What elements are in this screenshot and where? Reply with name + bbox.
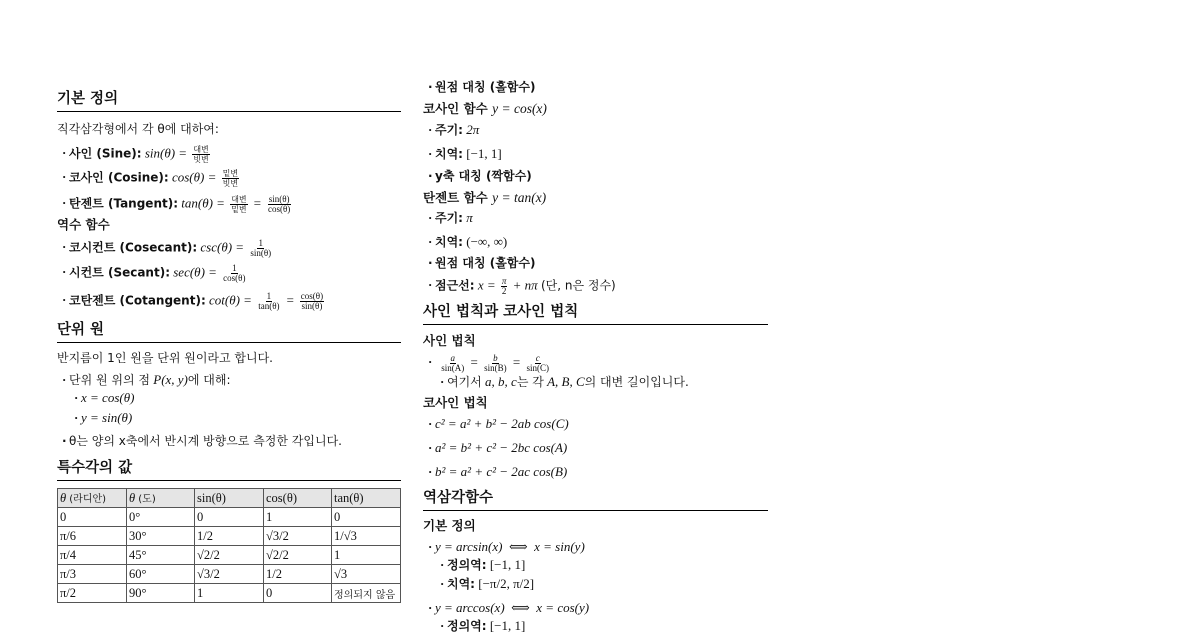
arcsin-range	[440, 576, 534, 592]
cosine-label: 코사인 (Cosine):	[69, 170, 169, 185]
unit-circle-x	[74, 390, 134, 406]
table-cell: √3/2	[264, 527, 332, 546]
tangent-symmetry	[428, 255, 535, 271]
fraction-numerator: c	[535, 353, 540, 363]
tangent-ratio-fraction	[267, 195, 291, 214]
arccos-formula: y = arccos(x) ⟺ x = cos(y)	[435, 600, 590, 615]
sine-law-fraction-a	[440, 354, 465, 373]
cosine-symmetry-text: y축 대칭 (짝함수)	[435, 169, 532, 183]
reciprocal-heading: 역수 함수	[57, 217, 110, 232]
column-header: cos(θ)	[264, 489, 332, 508]
period-value: π	[466, 210, 473, 225]
unit-circle-y	[74, 410, 132, 426]
bullet: ·	[428, 539, 433, 554]
bullet: ·	[62, 145, 67, 161]
sine-symmetry	[428, 79, 535, 95]
arcsin-domain	[440, 557, 525, 573]
bullet: ·	[440, 618, 445, 633]
domain-label: 정의역:	[447, 619, 487, 633]
fraction-numerator: 대변	[193, 145, 209, 154]
fraction-numerator: sin(θ)	[268, 194, 290, 204]
table-cell: 0	[264, 584, 332, 603]
cosine-function-heading	[423, 101, 547, 117]
table-cell: √3	[332, 565, 401, 584]
bullet: ·	[440, 576, 445, 591]
table-cell: 0	[332, 508, 401, 527]
fraction-numerator: π	[501, 276, 507, 286]
table-cell: π/2	[58, 584, 127, 603]
fraction-denominator: 밑변	[231, 205, 247, 214]
note-prefix: 여기서	[447, 375, 482, 389]
cosine-law-formula: a² = b² + c² − 2bc cos(A)	[435, 440, 568, 455]
bullet: ·	[62, 169, 67, 185]
bullet: ·	[62, 372, 67, 387]
cosine-law-formula: c² = a² + b² − 2ab cos(C)	[435, 416, 569, 431]
table-cell: 0	[195, 508, 264, 527]
cosine-formula: cos(θ) =	[171, 169, 217, 185]
fraction-denominator: sin(θ)	[301, 301, 323, 311]
fraction-denominator: cos(θ)	[267, 204, 291, 214]
fraction-numerator: 1	[258, 238, 263, 248]
sine-formula: sin(θ) =	[144, 145, 188, 161]
fraction-denominator: sin(A)	[441, 363, 465, 373]
fraction-denominator: sin(θ)	[250, 248, 272, 258]
cotangent-formula: cot(θ) =	[209, 292, 252, 308]
secant-fraction	[222, 264, 246, 283]
period-label: 주기:	[435, 123, 463, 137]
table-cell: π/6	[58, 527, 127, 546]
tangent-period	[428, 210, 473, 226]
table-cell: 60°	[127, 565, 195, 584]
domain-value: [−1, 1]	[489, 557, 526, 572]
bullet: ·	[428, 600, 433, 615]
cotangent-ratio-fraction	[300, 292, 324, 311]
table-row	[58, 584, 401, 603]
bullet: ·	[62, 434, 67, 448]
tangent-symmetry-text: 원점 대칭 (홀함수)	[435, 256, 536, 270]
table-cell: π/3	[58, 565, 127, 584]
bullet: ·	[62, 239, 67, 255]
period-value: 2π	[466, 122, 480, 137]
bullet: ·	[440, 557, 445, 572]
arcsin-formula: y = arcsin(x) ⟺ x = sin(y)	[435, 539, 585, 554]
bullet: ·	[74, 390, 79, 405]
table-cell: 1	[195, 584, 264, 603]
note-mid: 는 각	[516, 375, 544, 389]
y-equation: y = sin(θ)	[81, 410, 133, 425]
cosine-law-2	[428, 440, 567, 456]
column-header: sin(θ)	[195, 489, 264, 508]
cotangent-definition: · 코탄젠트 (Cotangent): cot(θ) = $\frac{1}{\tan(\theta)}$ = $\frac{\cos(\theta)}{\sin(\theta)}$	[62, 291, 324, 311]
fraction-denominator: tan(θ)	[258, 301, 280, 311]
fraction-numerator: a	[450, 353, 455, 363]
theta-note	[62, 433, 342, 449]
fraction-numerator: 대변	[231, 195, 247, 204]
tangent-function-title: 탄젠트 함수	[423, 190, 488, 205]
bullet: ·	[428, 416, 433, 431]
bullet: ·	[428, 464, 433, 479]
special-angles-table	[57, 488, 401, 603]
bullet: ·	[428, 80, 433, 94]
bullet: ·	[428, 277, 433, 293]
bullet: ·	[428, 440, 433, 455]
bullet: ·	[428, 146, 433, 161]
column-header: θ (라디안)	[58, 489, 127, 508]
bullet: ·	[428, 234, 433, 249]
asymptote-math-tail: + nπ	[512, 277, 538, 293]
sine-definition	[62, 145, 212, 164]
column-header: tan(θ)	[332, 489, 401, 508]
bullet: ·	[74, 410, 79, 425]
note-angles: A, B, C	[547, 374, 585, 389]
cosine-range	[428, 146, 502, 162]
tangent-fraction	[230, 195, 247, 214]
table-cell: √2/2	[264, 546, 332, 565]
table-cell: 0	[58, 508, 127, 527]
fraction-numerator: 밑변	[222, 169, 239, 178]
unit-circle-heading: 단위 원	[57, 321, 401, 343]
table-cell: 90°	[127, 584, 195, 603]
arccos-domain	[440, 618, 525, 634]
theta-note-text: θ는 양의 x축에서 반시계 방향으로 측정한 각입니다.	[69, 434, 342, 448]
cosecant-fraction	[249, 239, 272, 258]
bullet: ·	[428, 210, 433, 225]
bullet: ·	[62, 264, 67, 280]
unit-circle-intro: 반지름이 1인 원을 단위 원이라고 합니다.	[57, 351, 273, 365]
arcsin-definition	[428, 539, 585, 555]
cosine-function-math: y = cos(x)	[492, 101, 547, 116]
range-value: [−π/2, π/2]	[478, 576, 535, 591]
cosine-law-formula: b² = a² + c² − 2ac cos(B)	[435, 464, 568, 479]
domain-label: 정의역:	[447, 558, 487, 572]
period-label: 주기:	[435, 211, 463, 225]
asymptote-fraction	[501, 277, 508, 296]
x-equation: x = cos(θ)	[81, 390, 135, 405]
basic-definitions-intro: 직각삼각형에서 각 θ에 대하여:	[57, 122, 219, 136]
cosine-period	[428, 122, 479, 138]
table-cell: 1/√3	[332, 527, 401, 546]
range-label: 치역:	[435, 147, 463, 161]
sine-law-note	[440, 374, 689, 390]
fraction-denominator: 빗변	[222, 179, 239, 188]
cosine-law-1	[428, 416, 569, 432]
cosecant-formula: csc(θ) =	[200, 239, 245, 255]
fraction-denominator: sin(B)	[484, 363, 507, 373]
laws-heading: 사인 법칙과 코사인 법칙	[423, 303, 768, 325]
cosecant-label: 코시컨트 (Cosecant):	[69, 240, 198, 255]
tangent-range	[428, 234, 507, 250]
asymptote-note: (단, n은 정수)	[540, 278, 616, 293]
bullet: ·	[428, 354, 433, 370]
fraction-numerator: b	[493, 353, 498, 363]
sine-law-fraction-c	[525, 354, 550, 373]
bullet: ·	[428, 256, 433, 270]
tangent-function-math: y = tan(x)	[492, 190, 547, 205]
note-sides: a, b, c	[485, 374, 517, 389]
basic-definitions-heading: 기본 정의	[57, 90, 401, 112]
table-header-row	[58, 489, 401, 508]
secant-label: 시컨트 (Secant):	[69, 265, 170, 280]
arccos-definition	[428, 600, 589, 616]
cosine-fraction	[222, 169, 239, 188]
table-cell: 1/2	[264, 565, 332, 584]
sine-label: 사인 (Sine):	[69, 146, 142, 161]
point-suffix: 에 대해:	[187, 373, 231, 387]
fraction-numerator: 1	[232, 263, 237, 273]
point-prefix: 단위 원 위의 점	[69, 373, 150, 387]
bullet: ·	[428, 169, 433, 183]
table-row	[58, 546, 401, 565]
cosine-function-title: 코사인 함수	[423, 101, 488, 116]
fraction-denominator: sin(C)	[526, 363, 549, 373]
domain-value: [−1, 1]	[489, 618, 526, 633]
table-cell: 1/2	[195, 527, 264, 546]
asymptote-label: 점근선:	[435, 278, 475, 293]
tangent-function-heading	[423, 190, 546, 206]
secant-definition	[62, 264, 248, 283]
table-cell: 45°	[127, 546, 195, 565]
sine-law-heading: 사인 법칙	[423, 333, 476, 348]
table-cell: π/4	[58, 546, 127, 565]
note-suffix: 의 대변 길이입니다.	[584, 375, 689, 389]
table-cell: 1	[332, 546, 401, 565]
tangent-formula: tan(θ) =	[181, 195, 225, 211]
bullet: ·	[62, 292, 67, 308]
range-label: 치역:	[447, 577, 475, 591]
cotangent-fraction	[257, 292, 280, 311]
fraction-denominator: 빗변	[193, 155, 209, 164]
tangent-asymptote	[428, 277, 616, 296]
sine-symmetry-text: 원점 대칭 (홀함수)	[435, 80, 536, 94]
range-label: 치역:	[435, 235, 463, 249]
inverse-trig-heading: 역삼각함수	[423, 489, 768, 511]
table-cell: 0°	[127, 508, 195, 527]
secant-formula: sec(θ) =	[173, 264, 217, 280]
inverse-basic-heading: 기본 정의	[423, 518, 476, 533]
bullet: ·	[428, 122, 433, 137]
fraction-numerator: 1	[266, 291, 272, 301]
table-cell: 1	[264, 508, 332, 527]
fraction-denominator: cos(θ)	[223, 273, 246, 283]
point-math: P(x, y)	[153, 372, 188, 387]
table-row	[58, 508, 401, 527]
table-cell: √2/2	[195, 546, 264, 565]
fraction-numerator: cos(θ)	[300, 291, 324, 301]
column-header: θ (도)	[127, 489, 195, 508]
cosecant-definition	[62, 239, 274, 258]
table-row	[58, 527, 401, 546]
unit-circle-point	[62, 372, 231, 388]
cosine-law-heading: 코사인 법칙	[423, 395, 488, 410]
sine-fraction	[192, 145, 209, 164]
asymptote-math: x =	[477, 277, 496, 293]
tangent-definition: · 탄젠트 (Tangent): tan(θ) = $\frac{\text{대변}}{\text{밑변}}$ = $\frac{\sin(\theta)}{\cos(\theta)}$	[62, 194, 291, 214]
range-value: [−1, 1]	[466, 146, 502, 161]
table-row	[58, 565, 401, 584]
cosine-law-3	[428, 464, 567, 480]
range-value: (−∞, ∞)	[466, 234, 508, 249]
table-cell: 30°	[127, 527, 195, 546]
fraction-denominator: 2	[501, 286, 507, 296]
tangent-label: 탄젠트 (Tangent):	[69, 196, 179, 211]
bullet: ·	[440, 374, 445, 389]
table-cell: √3/2	[195, 565, 264, 584]
cosine-symmetry	[428, 168, 532, 184]
sine-law-fraction-b	[483, 354, 508, 373]
sine-law-formula: · $\frac{a}{\sin(A)}$ = $\frac{b}{\sin(B)}$ = $\frac{c}{\sin(C)}$	[428, 353, 549, 373]
table-cell: 정의되지 않음	[332, 584, 401, 603]
bullet: ·	[62, 195, 67, 211]
cotangent-label: 코탄젠트 (Cotangent):	[69, 293, 206, 308]
cosine-definition	[62, 169, 241, 188]
special-angles-heading: 특수각의 값	[57, 459, 401, 481]
